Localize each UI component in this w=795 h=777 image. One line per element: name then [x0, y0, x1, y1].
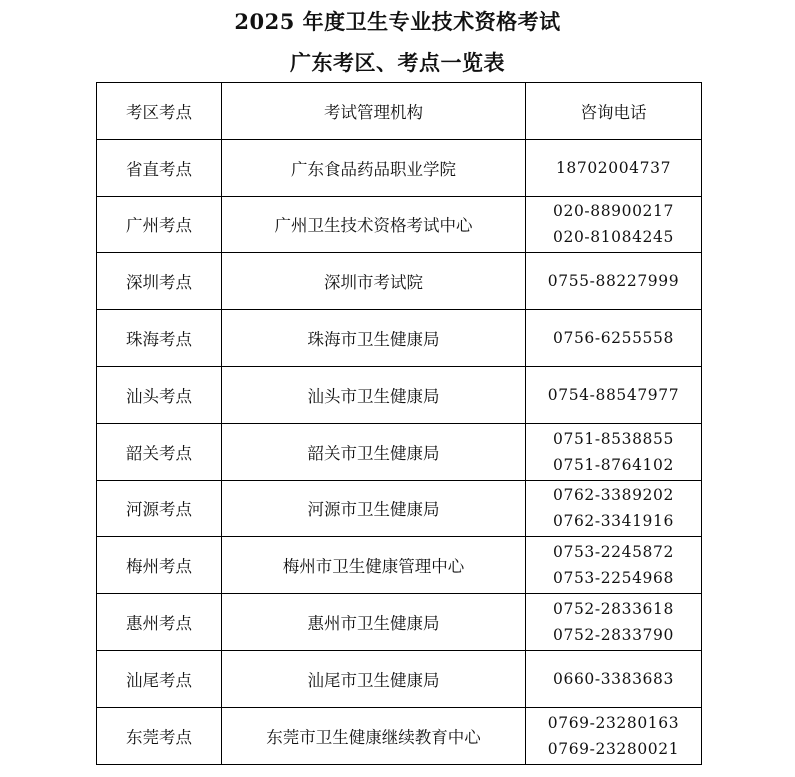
table-row [97, 366, 702, 423]
document-title: 2025 年度卫生专业技术资格考试 [234, 9, 561, 34]
agency-cell: 汕头市卫生健康局 [222, 366, 526, 423]
header-site: 考区考点 [97, 83, 222, 140]
agency-cell: 韶关市卫生健康局 [222, 423, 526, 480]
agency-cell: 汕尾市卫生健康局 [222, 650, 526, 707]
phone-cell [526, 537, 702, 594]
agency-cell: 河源市卫生健康局 [222, 480, 526, 537]
agency-cell: 珠海市卫生健康局 [222, 310, 526, 367]
phone-number: 0752-2833790 [553, 626, 674, 645]
phone-cell [526, 310, 702, 367]
site-cell: 汕头考点 [97, 366, 222, 423]
phone-number: 0754-88547977 [547, 385, 680, 404]
site-cell: 深圳考点 [97, 253, 222, 310]
phone-number: 0751-8538855 [553, 429, 674, 448]
agency-cell: 东莞市卫生健康继续教育中心 [222, 707, 526, 764]
phone-number: 020-81084245 [553, 228, 674, 247]
header-phone: 咨询电话 [526, 83, 702, 140]
table-row [97, 707, 702, 764]
phone-cell [526, 139, 702, 196]
phone-cell [526, 366, 702, 423]
phone-number: 0762-3341916 [553, 512, 674, 531]
table-row [97, 196, 702, 253]
table-row [97, 594, 702, 651]
phone-number: 0753-2254968 [553, 569, 674, 588]
phone-number: 020-88900217 [553, 202, 674, 221]
phone-cell [526, 423, 702, 480]
agency-cell: 梅州市卫生健康管理中心 [222, 537, 526, 594]
table-row [97, 480, 702, 537]
phone-cell [526, 480, 702, 537]
phone-number: 0769-23280163 [547, 713, 680, 732]
table-row [97, 423, 702, 480]
table-body [97, 139, 702, 764]
table-row [97, 253, 702, 310]
site-cell: 省直考点 [97, 139, 222, 196]
header-agency: 考试管理机构 [222, 83, 526, 140]
phone-cell [526, 594, 702, 651]
phone-number: 0753-2245872 [553, 543, 674, 562]
site-cell: 东莞考点 [97, 707, 222, 764]
phone-number: 18702004737 [555, 158, 672, 177]
agency-cell: 深圳市考试院 [222, 253, 526, 310]
phone-cell [526, 253, 702, 310]
site-cell: 河源考点 [97, 480, 222, 537]
table-row [97, 139, 702, 196]
agency-cell: 广东食品药品职业学院 [222, 139, 526, 196]
phone-number: 0751-8764102 [553, 455, 674, 474]
site-cell: 珠海考点 [97, 310, 222, 367]
phone-cell [526, 196, 702, 253]
agency-cell: 广州卫生技术资格考试中心 [222, 196, 526, 253]
phone-cell [526, 650, 702, 707]
phone-number: 0660-3383683 [553, 669, 674, 688]
document-subtitle: 广东考区、考点一览表 [290, 50, 505, 75]
table-header-row [97, 83, 702, 140]
phone-number: 0755-88227999 [547, 272, 680, 291]
agency-cell: 惠州市卫生健康局 [222, 594, 526, 651]
phone-number: 0756-6255558 [553, 329, 674, 348]
phone-number: 0752-2833618 [553, 600, 674, 619]
exam-sites-table [96, 82, 702, 765]
site-cell: 梅州考点 [97, 537, 222, 594]
site-cell: 汕尾考点 [97, 650, 222, 707]
site-cell: 广州考点 [97, 196, 222, 253]
site-cell: 韶关考点 [97, 423, 222, 480]
phone-number: 0762-3389202 [553, 486, 674, 505]
phone-cell [526, 707, 702, 764]
site-cell: 惠州考点 [97, 594, 222, 651]
table-row [97, 650, 702, 707]
table-row [97, 537, 702, 594]
phone-number: 0769-23280021 [547, 739, 680, 758]
table-row [97, 310, 702, 367]
